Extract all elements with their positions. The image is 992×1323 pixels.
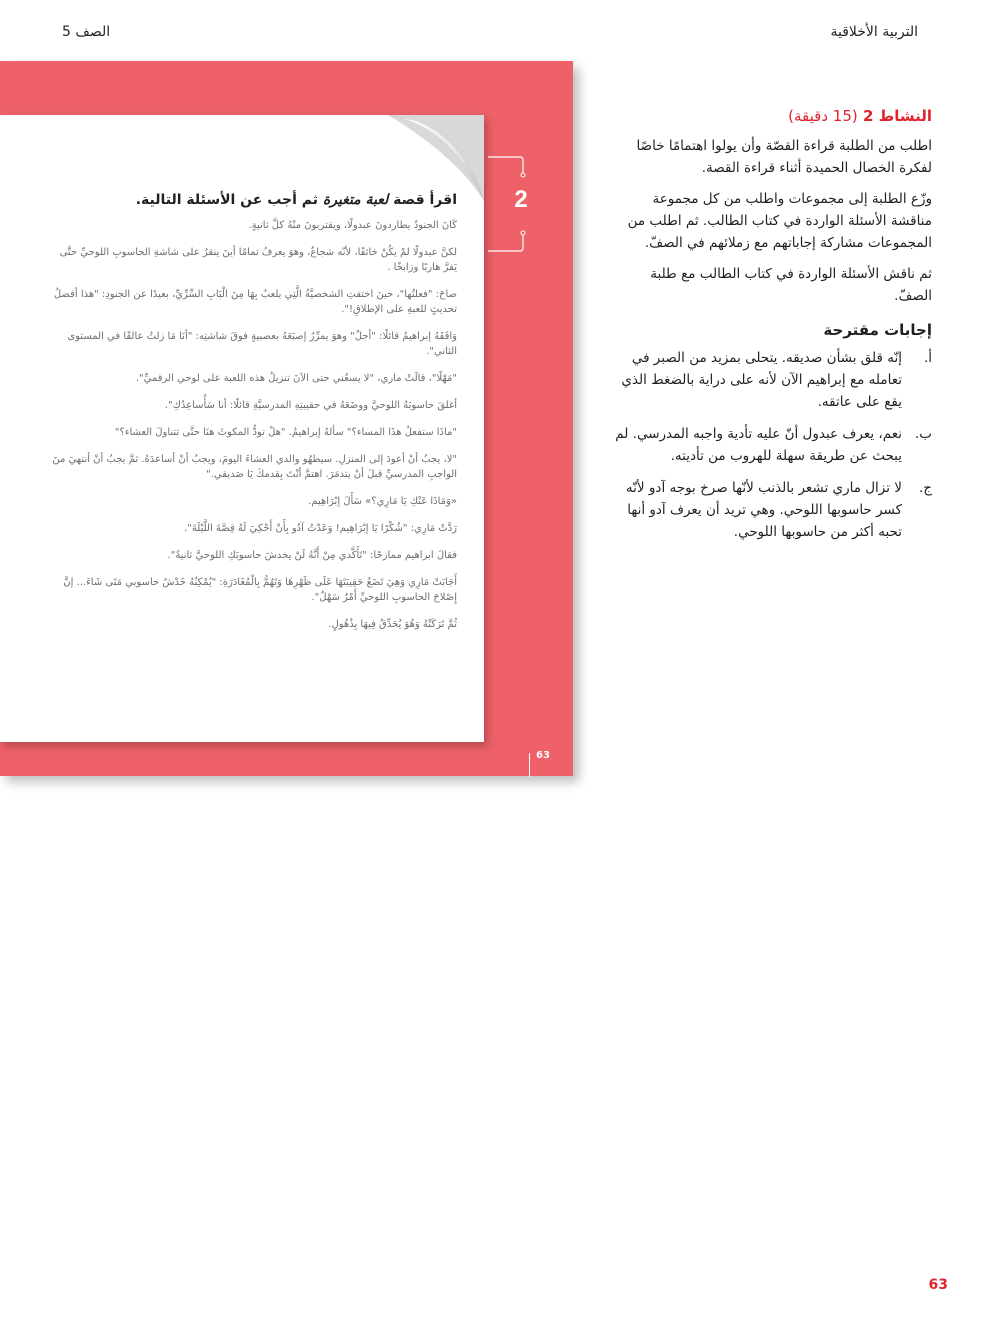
story-paragraph: "ماذَا ستفعلُ هذَا المساء؟" سألهُ إبراهيمُ. "هلْ تودُّ المكوثَ هنَا حتَّى تتناولَ العشاء؟" <box>114 427 457 438</box>
story-paragraph: كَانَ الجنودُ يطاردونَ عبدولًا، ويقتربونَ منْهُ كلَّ ثانيةٍ. <box>248 220 457 231</box>
answer-marker: ج. <box>918 480 932 496</box>
page-number: 63 <box>928 1277 948 1293</box>
instruction-paragraph: وزّع الطلبة إلى مجموعات واطلب من كل مجموعة مناقشة الأسئلة الواردة في كتاب الطالب. ثم اطلب من المجموعات مشاركة إجاباتهم مع زملائهم في الصفّ. <box>627 191 932 251</box>
answer-item <box>612 477 932 543</box>
story-paragraph: رَدَّتْ مَارِي: "شُكْرًا يَا إبْرَاهِيم! وَعَدْتُ آدُو بِأَنْ أَحْكِيَ لَهُ قِصَّةَ اللَّيْلَةَ". <box>184 523 457 534</box>
answer-item <box>612 347 932 413</box>
story-paragraph: فقالَ ابراهيم ممازحًا: "تَأَكَّدي مِنْ أَنَّهُ لَنْ يخدشَ حاسوبَكِ اللوحيَّ ثانيةً". <box>167 550 457 561</box>
story-paragraph: لكنَّ عبدولًا لمْ يكُنْ خائفًا، لأنّه شجاعٌ، وهوَ يعرفُ تمامًا أينَ ينقرُ على شاشةِ الحاسوبِ اللوحيِّ حتَّى يَفرَّ هاربًا وزابخًا . <box>59 247 457 273</box>
activity-duration: (15 دقيقة) <box>788 107 858 125</box>
story-text <box>45 192 457 644</box>
instruction-paragraph: ثم ناقش الأسئلة الواردة في كتاب الطالب مع طلبة الصفّ. <box>650 266 932 304</box>
subject-title: التربية الأخلاقية <box>830 24 918 40</box>
story-name: لعبة متغيرة <box>322 192 389 208</box>
activity-title <box>612 107 932 125</box>
story-heading <box>45 192 457 208</box>
answer-text: لا تزال ماري تشعر بالذنب لأنّها صرخ بوجه آدو لأنّه كسر حاسوبها اللوحي. وهي تريد أن يعرف آدو أنها تحبه أكثر من حاسوبها اللوحي. <box>625 480 902 540</box>
story-paragraph: أغلقَ حاسوبَهُ اللوحيَّ ووضَعَهُ في حقيبتِهِ المدرسيَّةِ قائلًا: أنا سَأُساعِدُكِ". <box>164 400 457 411</box>
answer-text: نعم، يعرف عبدول أنّ عليه تأدية واجبه المدرسي. لم يبحث عن طريقة سهلة للهروب من تأديته. <box>615 426 902 464</box>
story-paragraph: "لا، يجبُ أنْ أعودَ إلى المنزلِ. سيطهُو والدي العشاءَ اليومَ، ويجبُ أنْ أساعدَهُ. ثمَّ يجبُ أنْ أنتهيَ منَ الواجبِ المدرسيِّ قبلَ أنْ يتدمَرَ. اهتمَّ أنْتَ بِقدمكَ يَا صَديقي." <box>52 454 457 480</box>
instruction-paragraph: اطلب من الطلبة قراءة القصّة وأن يولوا اهتمامًا خاصًا لفكرة الخصال الحميدة أثناء قراءة القصة. <box>636 138 932 176</box>
answers-list <box>612 347 932 543</box>
story-paragraph: «وَمَاذَا عَنْكِ يَا مَارِي؟» سَأَلَ إبْرَاهِيم. <box>308 496 457 507</box>
answer-item <box>612 423 932 467</box>
story-paragraph: "مَهْلًا"، قالَتْ ماري، "لا يسعُني حتى الآنَ تنزيلُ هذه اللعبة على لوحي الرقميِّ". <box>135 373 457 384</box>
lesson-number: 2 <box>514 186 528 213</box>
grade-label: الصف 5 <box>62 24 111 40</box>
activity-name: النشاط 2 <box>862 107 932 125</box>
story-paragraph: ثُمَّ تَرَكَتْهُ وَهُوَ يُحَدِّقُ فِيهَا بِذُهُولٍ. <box>328 619 457 630</box>
story-paragraph: أَجَابَتْ مَارِي وَهِيَ تَضَعُ حَقِيبَتَهَا عَلَى ظَهْرِهَا وَتَهُمُّ بِالْمُغَادَرَةِ: "يُمْكِنُهُ خَدْشُ حاسوبي مَتَى شَاءَ... إنَّ إِصْلاحَ الحاسوبِ اللوحيِّ أَمْرٌ سَهْلٌ". <box>63 577 457 603</box>
story-paragraph: صاحَ: "فعلتُها"، حينَ اختفتِ الشخصيَّةُ الَّتِي يلعبُ بِهَا مِنَ الْبَابِ السِّرِّيِّ، بعيدًا عن الجنودِ: "هذا أفضلُ تحديثٍ للعبةِ على الإطلاقِ!". <box>53 289 457 315</box>
heading-part: اقرأ قصة <box>388 192 457 208</box>
teacher-guide <box>612 107 932 553</box>
heading-part: ثم أجب عن الأسئلة التالية. <box>135 192 323 208</box>
student-page-number: 63 <box>536 750 550 761</box>
page-number-divider <box>529 753 530 777</box>
answer-marker: أ. <box>923 350 932 366</box>
answer-text: إنّه قلق بشأن صديقه. يتحلى بمزيد من الصبر في تعامله مع إبراهيم الآن لأنه على دراية بالضغط الذي يقع على عاتقه. <box>621 350 902 410</box>
story-paragraph: وَافَقَهُ إبراهيمُ قائلًا: "أجلْ" وهوَ يمرِّرُ إصبَعَهُ بعصبيةٍ فوقَ شاشتِه: "أنَا مَا زلتُ عالقًا في المستوى الثاني". <box>67 331 457 357</box>
answer-marker: ب. <box>914 426 932 442</box>
answers-heading: إجابات مقترحة <box>823 321 932 339</box>
